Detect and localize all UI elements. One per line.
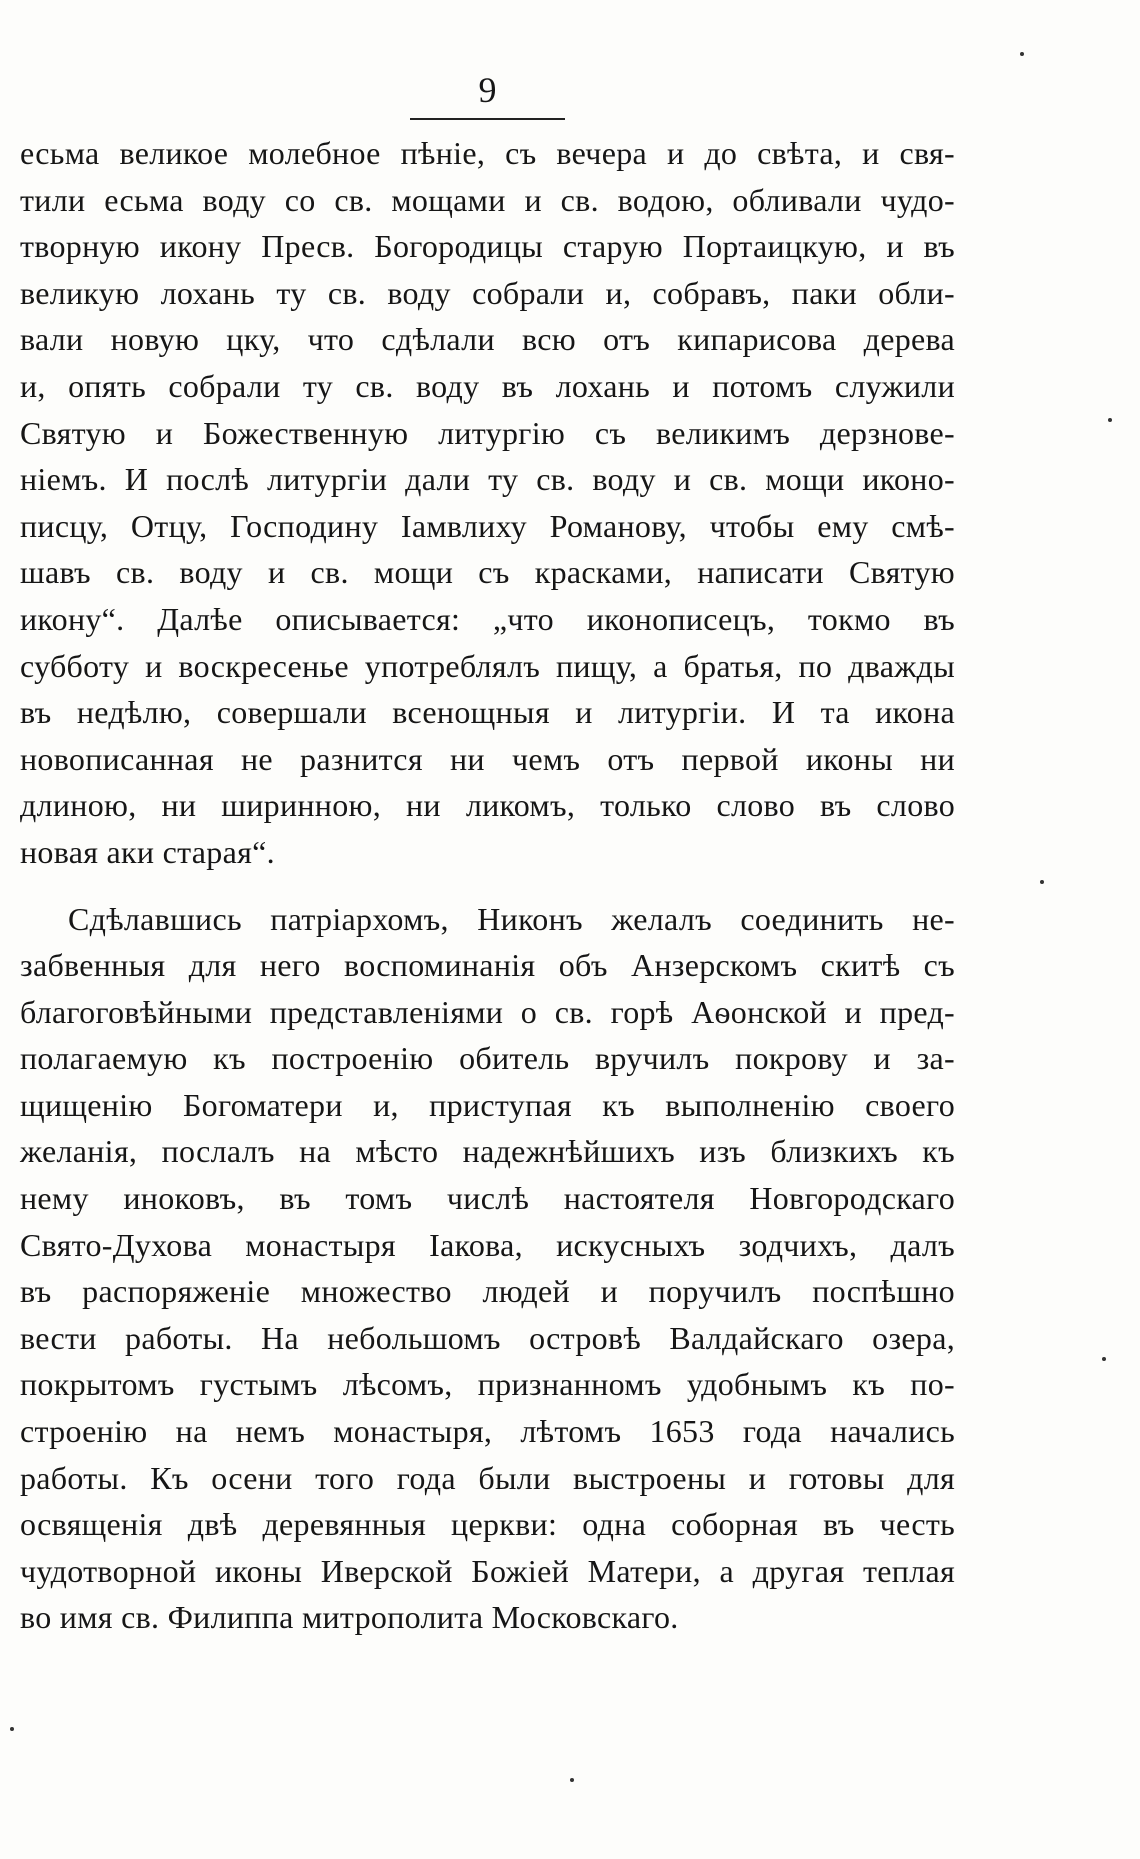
text-line: новая аки старая“. <box>20 833 275 870</box>
text-line: строенію на немъ монастыря, лѣтомъ 1653 года начались <box>20 1413 955 1450</box>
text-line: въ недѣлю, совершали всенощныя и литургіи. И та икона <box>20 694 955 731</box>
text-line: икону“. Далѣе описывается: „что иконописецъ, токмо въ <box>20 600 955 637</box>
page-number: 9 <box>478 70 497 110</box>
text-line: творную икону Пресв. Богородицы старую Портаицкую, и въ <box>20 228 955 265</box>
text-line: покрытомъ густымъ лѣсомъ, признанномъ удобнымъ къ по- <box>20 1366 955 1403</box>
text-line: ніемъ. И послѣ литургіи дали ту св. воду и св. мощи иконо- <box>20 461 955 498</box>
text-line: Святую и Божественную литургію съ великимъ дерзнове- <box>20 414 955 451</box>
text-line: нему иноковъ, въ томъ числѣ настоятеля Новгородскаго <box>20 1180 955 1217</box>
text-line: Свято-Духова монастыря Іакова, искусныхъ зодчихъ, далъ <box>20 1226 955 1263</box>
text-line: вести работы. На небольшомъ островѣ Валдайскаго озера, <box>20 1319 955 1356</box>
text-line: Сдѣлавшись патріархомъ, Никонъ желалъ соединить не- <box>68 900 955 937</box>
text-line: длиною, ни ширинною, ни ликомъ, только слово въ слово <box>20 787 955 824</box>
text-line: новописанная не разнится ни чемъ отъ первой иконы ни <box>20 740 955 777</box>
paragraph-gap <box>20 876 955 896</box>
header-rule <box>410 118 565 120</box>
paragraph-2 <box>20 896 955 1642</box>
text-line: и, опять собрали ту св. воду въ лохань и потомъ служили <box>20 367 955 404</box>
body-text <box>20 130 955 1641</box>
text-line: щищенію Богоматери и, приступая къ выполненію своего <box>20 1086 955 1123</box>
text-line: полагаемую къ построенію обитель вручилъ покрову и за- <box>20 1040 955 1077</box>
text-line: писцу, Отцу, Господину Іамвлиху Романову, чтобы ему смѣ- <box>20 507 955 544</box>
text-line: великую лохань ту св. воду собрали и, собравъ, паки обли- <box>20 274 955 311</box>
text-line: желанія, послалъ на мѣсто надежнѣйшихъ изъ близкихъ къ <box>20 1133 955 1170</box>
text-line: есьма великое молебное пѣніе, съ вечера и до свѣта, и свя- <box>20 135 955 171</box>
scan-speck <box>1108 418 1112 422</box>
text-line: благоговѣйными представленіями о св. горѣ Аѳонской и пред- <box>20 993 955 1030</box>
scan-speck <box>570 1778 574 1782</box>
text-line: во имя св. Филиппа митрополита Московскаго. <box>20 1599 679 1636</box>
text-line: тили есьма воду со св. мощами и св. водою, обливали чудо- <box>20 181 955 218</box>
text-line: субботу и воскресенье употреблялъ пищу, а братья, по дважды <box>20 647 955 684</box>
text-line: освященія двѣ деревянныя церкви: одна соборная въ честь <box>20 1506 955 1543</box>
text-line: забвенныя для него воспоминанія объ Анзерскомъ скитѣ съ <box>20 947 955 984</box>
text-line: работы. Къ осени того года были выстроены и готовы для <box>20 1459 955 1496</box>
paragraph-1 <box>20 130 955 876</box>
text-line: шавъ св. воду и св. мощи съ красками, написати Святую <box>20 554 955 591</box>
text-line: вали новую цку, что сдѣлали всю отъ кипарисова дерева <box>20 321 955 358</box>
scan-speck <box>1102 1357 1106 1361</box>
text-line: чудотворной иконы Иверской Божіей Матери, а другая теплая <box>20 1552 955 1589</box>
scan-speck <box>1020 52 1024 56</box>
scan-speck <box>10 1727 14 1731</box>
scan-speck <box>1040 880 1044 884</box>
text-line: въ распоряженіе множество людей и поручилъ поспѣшно <box>20 1273 955 1310</box>
